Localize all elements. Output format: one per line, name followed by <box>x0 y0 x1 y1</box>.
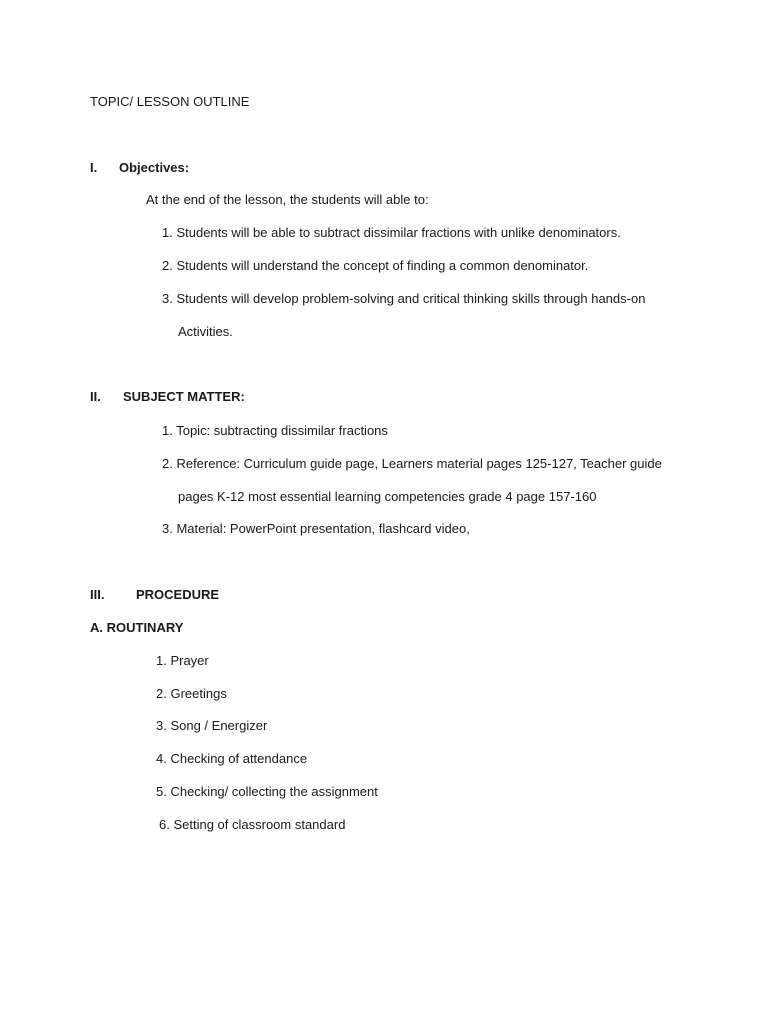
routinary-heading: A. ROUTINARY <box>90 620 184 635</box>
objectives-intro: At the end of the lesson, the students will able to: <box>146 192 429 207</box>
procedure-heading: PROCEDURE <box>136 587 220 602</box>
routinary-item: 6. Setting of classroom standard <box>159 817 346 832</box>
routinary-item: 1. Prayer <box>156 653 209 668</box>
subject-matter-numeral: II. <box>90 389 101 404</box>
document-title: TOPIC/ LESSON OUTLINE <box>90 94 250 109</box>
routinary-item: 3. Song / Energizer <box>156 718 268 733</box>
objective-item: 3. Students will develop problem-solving and critical thinking skills through hands-on <box>162 291 646 306</box>
objectives-numeral: I. <box>90 160 98 175</box>
routinary-item: 5. Checking/ collecting the assignment <box>156 784 378 799</box>
objective-item: 2. Students will understand the concept of finding a common denominator. <box>162 258 589 273</box>
subject-matter-item: 2. Reference: Curriculum guide page, Learners material pages 125-127, Teacher guide <box>162 456 662 471</box>
subject-matter-item-continuation: pages K-12 most essential learning competencies grade 4 page 157-160 <box>178 489 597 504</box>
objective-item-continuation: Activities. <box>178 324 233 339</box>
objectives-heading: Objectives: <box>119 160 190 175</box>
procedure-numeral: III. <box>90 587 105 602</box>
routinary-item: 2. Greetings <box>156 686 227 701</box>
subject-matter-item: 3. Material: PowerPoint presentation, flashcard video, <box>162 521 470 536</box>
objective-item: 1. Students will be able to subtract dissimilar fractions with unlike denominators. <box>162 225 621 240</box>
subject-matter-item: 1. Topic: subtracting dissimilar fractions <box>162 423 388 438</box>
routinary-item: 4. Checking of attendance <box>156 751 308 766</box>
subject-matter-heading: SUBJECT MATTER: <box>123 389 245 404</box>
